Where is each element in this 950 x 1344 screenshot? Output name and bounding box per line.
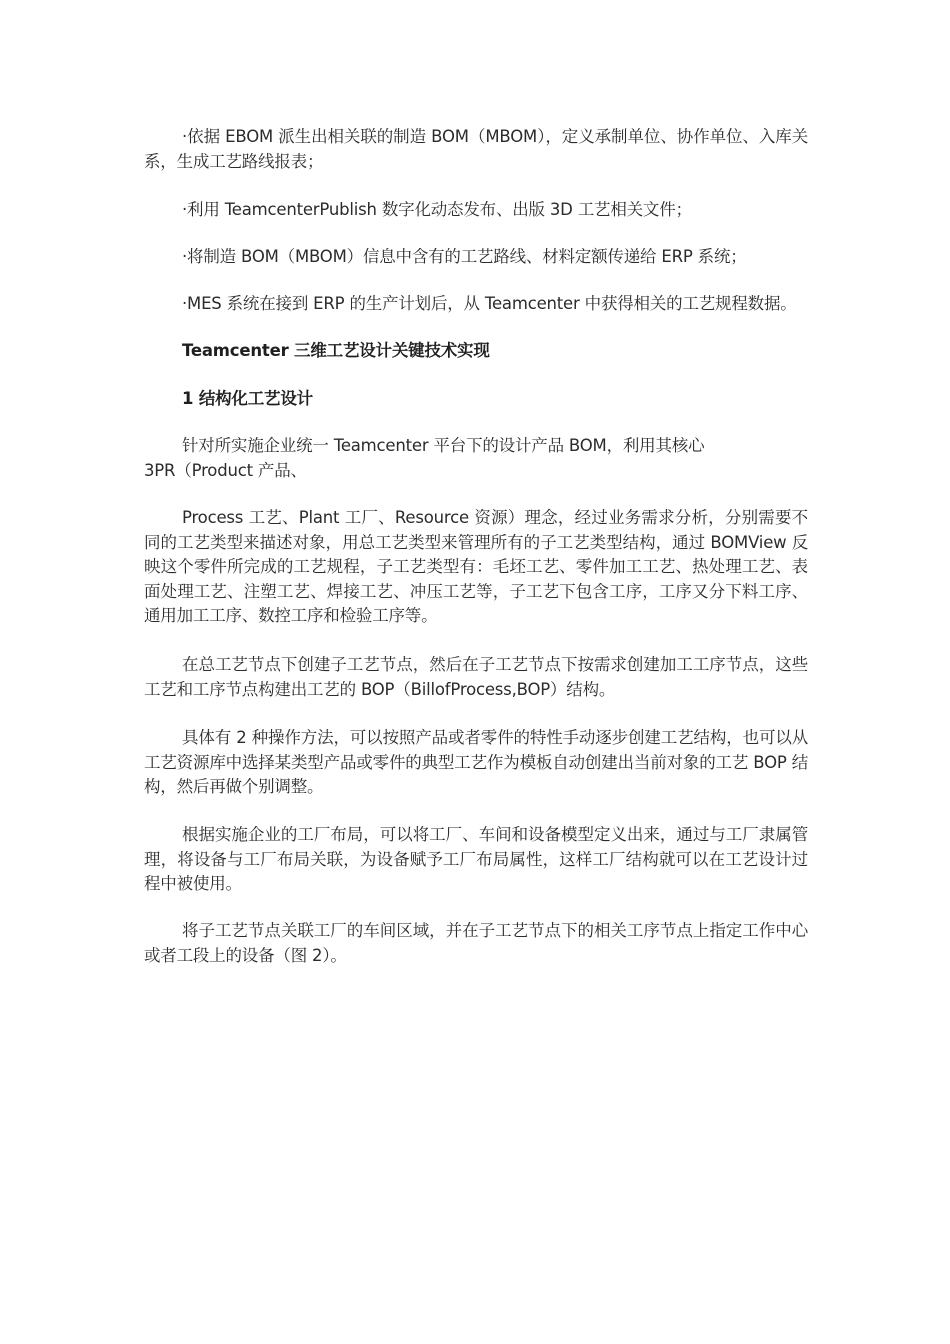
paragraph-process-types: Process 工艺、Plant 工厂、Resource 资源）理念，经过业务需求分析，分别需要不同的工艺类型来描述对象，用总工艺类型来管理所有的子工艺类型结构，通过 BOMView 反映这个零件所完成的工艺规程，子工艺类型有：毛坯工艺、零件加工工艺、热处理工艺、表面处理工艺、注塑工艺、焊接工艺、冲压工艺等，子工艺下包含工序，工序又分下料工序、通用加工工序、数控工序和检验工序等。 — [144, 508, 808, 625]
paragraph-3pr-intro — [144, 434, 808, 483]
paragraph-mes-erp: ·MES 系统在接到 ERP 的生产计划后，从 Teamcenter 中获得相关的工艺规程数据。 — [182, 294, 797, 313]
paragraph-workshop-area: 将子工艺节点关联工厂的车间区域，并在子工艺节点下的相关工序节点上指定工作中心或者工段上的设备（图 2）。 — [144, 921, 808, 965]
subsection-heading: 1 结构化工艺设计 — [182, 389, 313, 408]
paragraph-3pr-line-1: 针对所实施企业统一 Teamcenter 平台下的设计产品 BOM，利用其核心 — [182, 436, 705, 455]
paragraph-teamcenter-publish: ·利用 TeamcenterPublish 数字化动态发布、出版 3D 工艺相关文件； — [182, 200, 692, 219]
paragraph-bop-structure: 在总工艺节点下创建子工艺节点，然后在子工艺节点下按需求创建加工工序节点，这些工艺和工序节点构建出工艺的 BOP（BillofProcess,BOP）结构。 — [144, 655, 808, 699]
paragraph-plant-layout: 根据实施企业的工厂布局，可以将工厂、车间和设备模型定义出来，通过与工厂隶属管理，将设备与工厂布局关联，为设备赋予工厂布局属性，这样工厂结构就可以在工艺设计过程中被使用。 — [144, 825, 808, 893]
paragraph-operation-methods: 具体有 2 种操作方法，可以按照产品或者零件的特性手动逐步创建工艺结构，也可以从工艺资源库中选择某类型产品或零件的典型工艺作为模板自动创建出当前对象的工艺 BOP 结构，然后再做个别调整。 — [144, 728, 808, 796]
section-heading: Teamcenter 三维工艺设计关键技术实现 — [182, 341, 490, 360]
paragraph-3pr-line-2: 3PR（Product 产品、 — [144, 460, 307, 480]
paragraph-ebom-mbom: ·依据 EBOM 派生出相关联的制造 BOM（MBOM），定义承制单位、协作单位、入库关系，生成工艺路线报表； — [144, 127, 808, 171]
paragraph-mbom-to-erp: ·将制造 BOM（MBOM）信息中含有的工艺路线、材料定额传递给 ERP 系统； — [182, 247, 747, 266]
